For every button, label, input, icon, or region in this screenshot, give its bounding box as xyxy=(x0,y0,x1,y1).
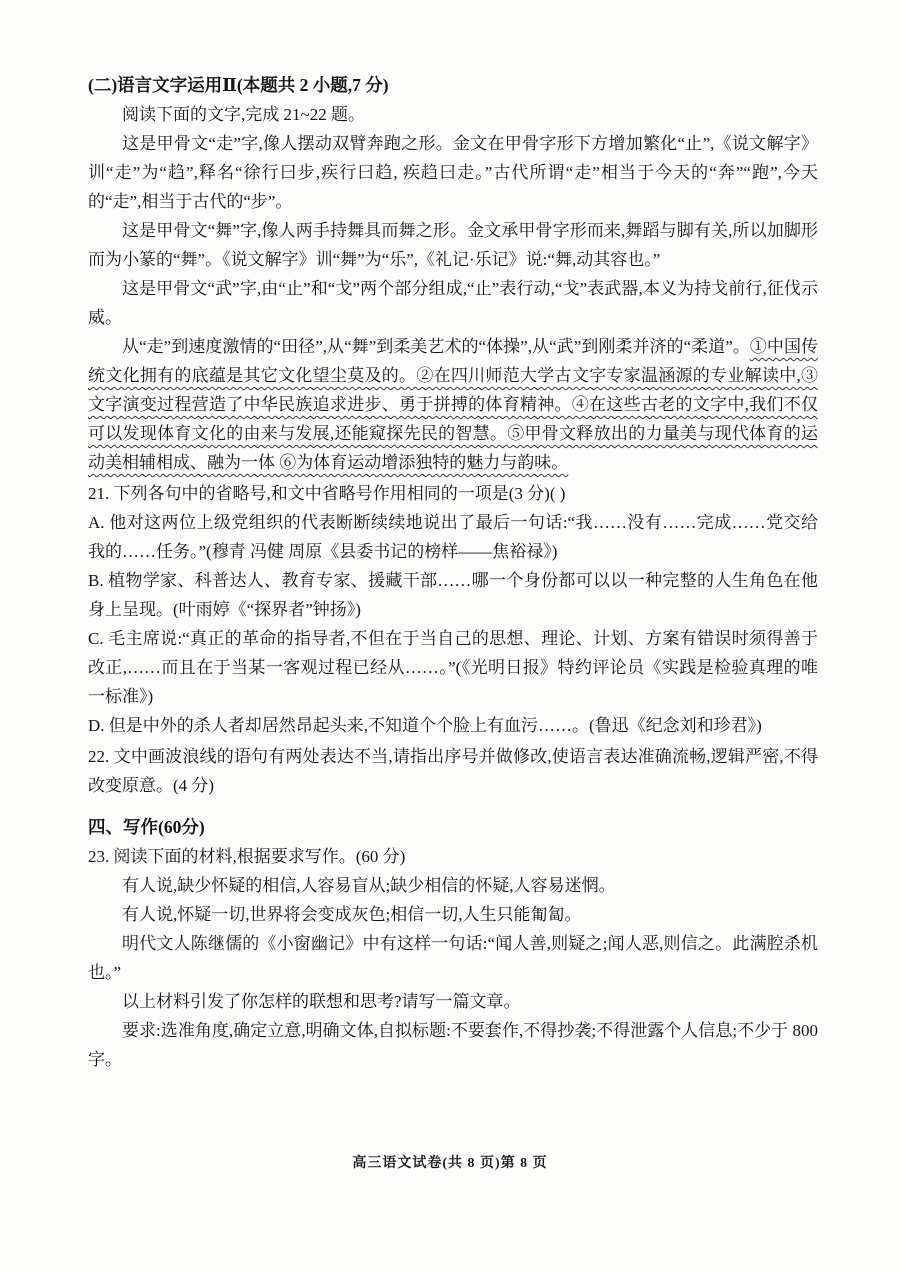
question-21-option-d: D. 但是中外的杀人者却居然昂起头来,不知道个个脸上有血污……。(鲁迅《纪念刘和珍君》) xyxy=(88,716,762,735)
section-2-heading: (二)语言文字运用Ⅱ(本题共 2 小题,7 分) xyxy=(88,75,389,95)
reading-instruction: 阅读下面的文字,完成 21~22 题。 xyxy=(122,105,365,124)
material-paragraph-3: 明代文人陈继儒的《小窗幽记》中有这样一句话:“闻人善,则疑之;闻人恶,则信之。此满腔杀机也。” xyxy=(88,934,818,982)
section-4-heading: 四、写作(60分) xyxy=(88,817,205,837)
question-21-option-b: B. 植物学家、科普达人、教育专家、援藏干部……哪一个身份都可以以一种完整的人生角色在他身上呈现。(叶雨婷《“探界者”钟扬》) xyxy=(88,571,818,619)
body-paragraph-4 xyxy=(88,332,818,477)
question-21-option-a: A. 他对这两位上级党组织的代表断断续续地说出了最后一句话:“我……没有……完成……党交给我的……任务。”(穆青 冯健 周原《县委书记的榜样——焦裕禄》) xyxy=(88,513,818,561)
body-paragraph-1: 这是甲骨文“走”字,像人摆动双臂奔跑之形。金文在甲骨字形下方增加繁化“止”,《说文解字》训“走”为“趋”,释名“徐行曰步,疾行曰趋, 疾趋曰走。”古代所谓“走”相当于今天的“奔”“跑”,今天的“走”,相当于古代的“步”。 xyxy=(88,134,818,211)
paragraph-4-wavy-underlined-sentences: ①中国传统文化拥有的底蕴是其它文化望尘莫及的。②在四川师范大学古文字专家温涵源的专业解读中,③文字演变过程营造了中华民族追求进步、勇于拼搏的体育精神。④在这些古老的文字中,我们不仅可以发现体育文化的由来与发展,还能窥探先民的智慧。⑤甲骨文释放出的力量美与现代体育的运动美相辅相成、融为一体 ⑥为体育运动增添独特的魅力与韵味。 xyxy=(88,337,819,472)
body-paragraph-3: 这是甲骨文“武”字,由“止”和“戈”两个部分组成,“止”表行动,“戈”表武器,本义为持戈前行,征伐示威。 xyxy=(88,279,818,327)
question-21-option-c: C. 毛主席说:“真正的革命的指导者,不但在于当自己的思想、理论、计划、方案有错误时须得善于改正,……而且在于当某一客观过程已经从……。”(《光明日报》特约评论员《实践是检验真理的唯一标准》) xyxy=(88,629,818,706)
page-content xyxy=(88,70,818,1074)
question-22-stem: 22. 文中画波浪线的语句有两处表达不当,请指出序号并做修改,使语言表达准确流畅,逻辑严密,不得改变原意。(4 分) xyxy=(88,747,818,795)
page-footer: 高三语文试卷(共 8 页)第 8 页 xyxy=(352,1156,548,1171)
material-paragraph-4: 以上材料引发了你怎样的联想和思考?请写一篇文章。 xyxy=(122,992,521,1011)
body-paragraph-2: 这是甲骨文“舞”字,像人两手持舞具而舞之形。金文承甲骨字形而来,舞蹈与脚有关,所以加脚形而为小篆的“舞”。《说文解字》训“舞”为“乐”,《礼记·乐记》说:“舞,动其容也。” xyxy=(88,221,818,269)
material-paragraph-1: 有人说,缺少怀疑的相信,人容易盲从;缺少相信的怀疑,人容易迷惘。 xyxy=(122,876,616,895)
material-paragraph-2: 有人说,怀疑一切,世界将会变成灰色;相信一切,人生只能匍匐。 xyxy=(122,905,582,924)
question-21-stem: 21. 下列各句中的省略号,和文中省略号作用相同的一项是(3 分)( ) xyxy=(88,484,566,503)
material-paragraph-5: 要求:选准角度,确定立意,明确文体,自拟标题:不要套作,不得抄袭;不得泄露个人信息;不少于 800 字。 xyxy=(88,1021,818,1069)
paragraph-4-lead: 从“走”到速度激情的“田径”,从“舞”到柔美艺术的“体操”,从“武”到刚柔并济的“柔道”。 xyxy=(122,337,750,356)
question-23-stem: 23. 阅读下面的材料,根据要求写作。(60 分) xyxy=(88,847,406,866)
